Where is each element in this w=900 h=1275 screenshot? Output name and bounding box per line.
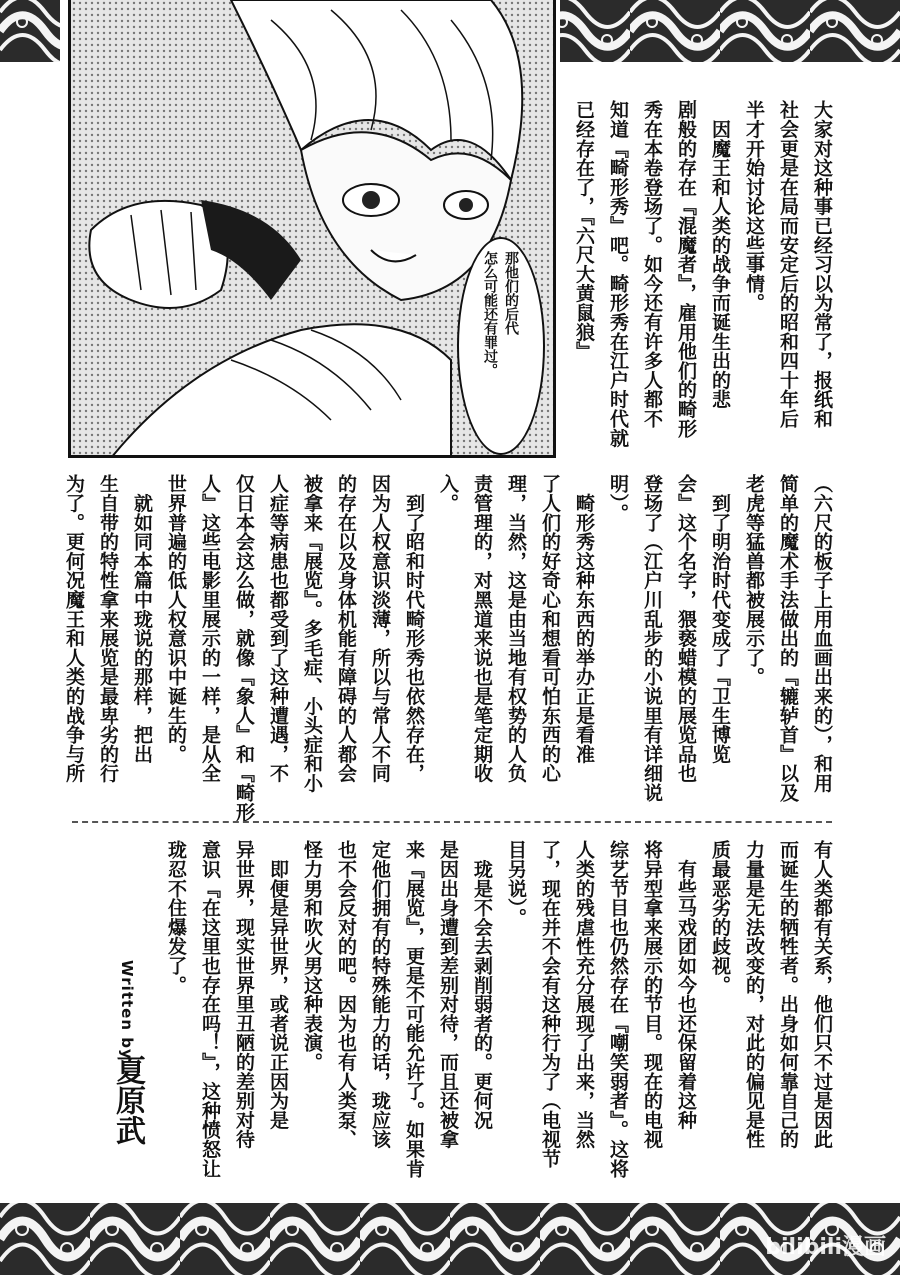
text-column: 综艺节目也仍然存在『嘲笑弱者』。这将 bbox=[607, 840, 629, 1178]
text-column: 而诞生的牺牲者。出身如何靠自己的 bbox=[777, 840, 799, 1149]
text-column: 因为人权意识淡薄，所以与常人不同 bbox=[369, 474, 391, 783]
text-column: 怪力男和吹火男这种表演。 bbox=[301, 840, 323, 1072]
text-column: 来『展览』，更是不可能允许了。如果肯 bbox=[403, 840, 425, 1178]
text-column: 半才开始讨论这些事情。 bbox=[743, 100, 765, 313]
text-column: 异世界，现实世界里丑陋的差别对待 bbox=[233, 840, 255, 1149]
text-column: 理，当然，这是由当地有权势的人负 bbox=[505, 474, 527, 783]
text-column: 是因出身遭到差别对待，而且还被拿 bbox=[437, 840, 459, 1149]
bubble-line: 怎么可能还有罪过。 bbox=[482, 251, 498, 377]
text-column: 人』这些电影里展示的一样，是从全 bbox=[199, 474, 221, 783]
text-column: 力量是无法改变的，对此的偏见是性 bbox=[743, 840, 765, 1149]
bubble-line: 那他们的后代 bbox=[503, 251, 519, 335]
text-column: 世界普遍的低人权意识中诞生的。 bbox=[165, 474, 187, 764]
text-column: 大家对这种事已经习以为常了，报纸和 bbox=[811, 100, 833, 429]
text-column: 知道『畸形秀』吧。畸形秀在江户时代就 bbox=[607, 100, 629, 448]
platform-watermark: bilibili漫画 bbox=[765, 1235, 886, 1260]
text-column: 明）。 bbox=[607, 474, 629, 523]
text-column: 仅日本会这么做，就像『象人』和『畸形 bbox=[233, 474, 255, 822]
text-column: 了，现在并不会有这种行为了（电视节 bbox=[539, 840, 561, 1169]
speech-bubble bbox=[457, 237, 545, 455]
text-column: 目另说）。 bbox=[505, 840, 527, 927]
text-column: 为了。更何况魔王和人类的战争与所 bbox=[63, 474, 85, 783]
text-column: 已经存在了，『六尺大黄鼠狼』 bbox=[573, 100, 595, 361]
text-column: 有人类都有关系，他们只不过是因此 bbox=[811, 840, 833, 1149]
text-column: 简单的魔术手法做出的『辘轳首』以及 bbox=[777, 474, 799, 803]
text-column: 入。 bbox=[437, 474, 459, 513]
text-column: 社会更是在局而安定后的昭和四十年后 bbox=[777, 100, 799, 429]
text-column: 被拿来『展览』。多毛症、小头症和小 bbox=[301, 474, 323, 793]
text-column: 就如同本篇中珑说的那样，把出 bbox=[131, 474, 153, 764]
manga-illustration-panel bbox=[68, 0, 556, 458]
credit-written-by: Written by bbox=[118, 960, 136, 1060]
credit-author-name: 夏原武 bbox=[110, 1055, 145, 1145]
text-column: 即便是异世界，或者说正因为是 bbox=[267, 840, 289, 1130]
section-divider bbox=[72, 821, 832, 823]
text-column: （六尺的板子上用血画出来的），和用 bbox=[811, 474, 833, 793]
bottom-pattern-band bbox=[0, 1203, 900, 1275]
text-column: 定他们拥有的特殊能力的话，珑应该 bbox=[369, 840, 391, 1149]
text-column: 老虎等猛兽都被展示了。 bbox=[743, 474, 765, 687]
text-column: 将异型拿来展示的节目。现在的电视 bbox=[641, 840, 663, 1149]
text-column: 人症等病患也都受到了这种遭遇，不 bbox=[267, 474, 289, 783]
text-column: 到了昭和时代畸形秀也依然存在， bbox=[403, 474, 425, 783]
text-column: 人类的残虐性充分展现了出来，当然 bbox=[573, 840, 595, 1149]
text-column: 责管理的，对黑道来说也是笔定期收 bbox=[471, 474, 493, 783]
text-column: 秀在本卷登场了。如今还有许多人都不 bbox=[641, 100, 663, 429]
text-column: 到了明治时代变成了『卫生博览 bbox=[709, 474, 731, 764]
text-column: 也不会反对的吧。因为也有人类泵、 bbox=[335, 840, 357, 1149]
text-column: 了人们的好奇心和想看可怕东西的心 bbox=[539, 474, 561, 783]
text-column: 登场了（江户川乱步的小说里有详细说 bbox=[641, 474, 663, 803]
text-column: 会』这个名字，猥亵蜡模的展览品也 bbox=[675, 474, 697, 783]
text-column: 有些马戏团如今也还保留着这种 bbox=[675, 840, 697, 1130]
text-column: 生自带的特性拿来展览是最卑劣的行 bbox=[97, 474, 119, 783]
text-column: 剧般的存在『混魔者』，雇用他们的畸形 bbox=[675, 100, 697, 438]
text-column: 畸形秀这种东西的举办正是看准 bbox=[573, 474, 595, 764]
text-column: 因魔王和人类的战争而诞生出的悲 bbox=[709, 100, 731, 409]
text-column: 质最恶劣的歧视。 bbox=[709, 840, 731, 995]
text-column: 的存在以及身体机能有障碍的人都会 bbox=[335, 474, 357, 783]
text-column: 珑是不会去剥削弱者的。更何况 bbox=[471, 840, 493, 1130]
text-column: 珑忍不住爆发了。 bbox=[165, 840, 187, 995]
text-column: 意识『在这里也存在吗！』，这种愤怒让 bbox=[199, 840, 221, 1178]
